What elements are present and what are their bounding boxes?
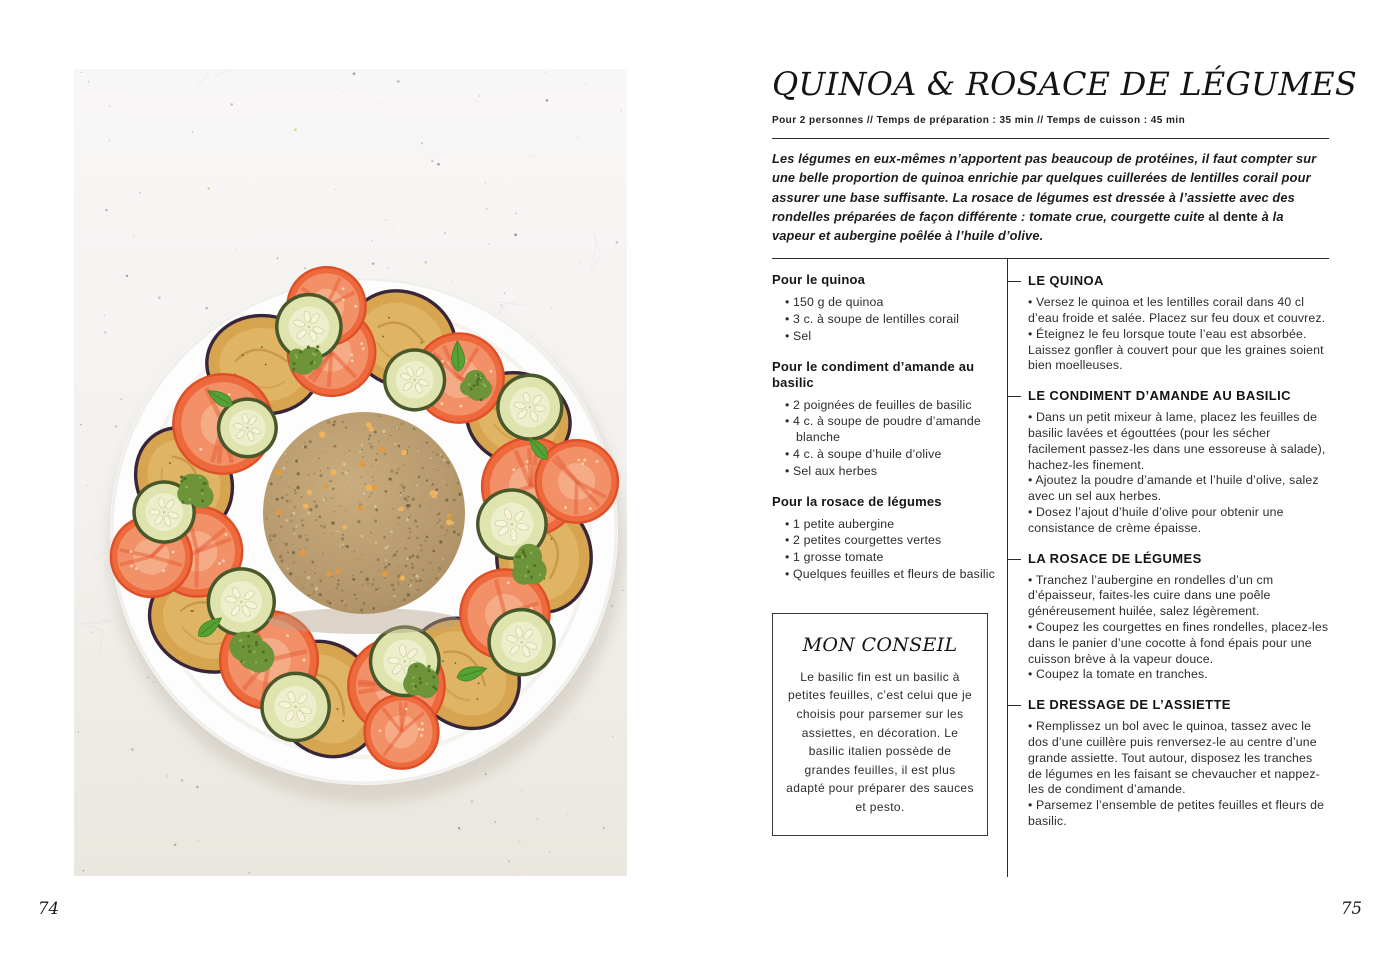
step-section — [1028, 273, 1329, 374]
ingredient-group-heading: Pour le condiment d’amande au basilic — [772, 358, 975, 390]
ingredient-group — [772, 494, 1007, 583]
ingredient-item: • 2 petites courgettes vertes — [796, 533, 1007, 549]
step-instruction: • Versez le quinoa et les lentilles corail dans 40 cl d’eau froide et salée. Placez sur feu doux et couvrez. — [1028, 295, 1329, 327]
advice-box — [772, 613, 988, 836]
page-number-left: 74 — [38, 899, 59, 918]
step-heading: LE QUINOA — [1028, 273, 1329, 289]
recipe-intro — [772, 149, 1329, 245]
step-instruction: • Tranchez l’aubergine en rondelles d’un cm d’épaisseur, faites-les cuire dans une poêle généreusement huilée, salez légèrement. — [1028, 573, 1329, 620]
step-instruction: • Dosez l’ajout d’huile d’olive pour obtenir une consistance de crème épaisse. — [1028, 505, 1329, 537]
ingredients-column — [772, 259, 1008, 877]
step-instruction: • Coupez la tomate en tranches. — [1028, 667, 1329, 683]
recipe-photo-svg — [74, 69, 627, 876]
step-instruction: • Parsemez l’ensemble de petites feuilles et fleurs de basilic. — [1028, 798, 1329, 830]
ingredient-item: • Quelques feuilles et fleurs de basilic — [796, 567, 1007, 583]
ingredient-item: • Sel — [796, 329, 1007, 345]
step-heading: LA ROSACE DE LÉGUMES — [1028, 551, 1329, 567]
advice-text: Le basilic fin est un basilic à petites feuilles, c’est celui que je choisis pour parsemer sur les assiettes, en décoration. Le basilic italien possède de grandes feuilles, il est plus adapté pour préparer des sauces et pesto. — [786, 669, 974, 814]
step-section — [1028, 697, 1329, 830]
ingredients-list — [772, 272, 1007, 583]
steps-column — [1008, 259, 1329, 877]
rule-top — [772, 138, 1329, 139]
intro-al-dente: al dente — [1208, 208, 1258, 224]
advice-title: MON CONSEIL — [802, 633, 958, 656]
ingredient-item: • 4 c. à soupe de poudre d’amande blanche — [796, 414, 1007, 446]
ingredient-group — [772, 359, 1007, 480]
recipe-page — [772, 64, 1357, 877]
step-instruction: • Coupez les courgettes en fines rondelles, placez-les dans le panier d’une cocotte à fond épais pour une cuisson brève à la vapeur douce. — [1028, 620, 1329, 667]
recipe-columns — [772, 258, 1329, 877]
intro-text-before: Les légumes en eux-mêmes n’apportent pas beaucoup de protéines, il faut compter sur une belle proportion de quinoa enrichie par quelques cuillerées de lentilles corail pour assurer une base suffisante. La rosace de légumes est dressée à l’assiette avec des rondelles préparées de façon différente : tomate crue, courgette cuite — [772, 151, 1317, 224]
recipe-meta: Pour 2 personnes // Temps de préparation : 35 min // Temps de cuisson : 45 min — [772, 115, 1186, 126]
recipe-title: QUINOA & ROSACE DE LÉGUMES — [772, 65, 1357, 103]
ingredient-item: • 1 petite aubergine — [796, 517, 1007, 533]
ingredient-item: • 4 c. à soupe d’huile d’olive — [796, 447, 1007, 463]
ingredient-group-heading: Pour le quinoa — [772, 272, 866, 288]
step-instruction: • Éteignez le feu lorsque toute l’eau est absorbée. Laissez gonfler à couvert pour que les graines soient bien moelleuses. — [1028, 327, 1329, 374]
step-section — [1028, 388, 1329, 536]
ingredient-item: • 150 g de quinoa — [796, 295, 1007, 311]
step-heading: LE CONDIMENT D’AMANDE AU BASILIC — [1028, 388, 1329, 404]
ingredient-list — [772, 398, 1007, 480]
step-instruction: • Remplissez un bol avec le quinoa, tassez avec le dos d’une cuillère puis renversez-le au centre d’une grande assiette. Tout autour, disposez les tranches de légumes en les faisant se chevaucher et nappez-les de condiment d’amande. — [1028, 719, 1329, 798]
recipe-photo — [74, 69, 627, 876]
ingredient-item: • 3 c. à soupe de lentilles corail — [796, 312, 1007, 328]
page-number-right: 75 — [1341, 899, 1362, 918]
ingredient-list — [772, 295, 1007, 344]
step-instruction: • Ajoutez la poudre d’amande et l’huile d’olive, salez avec un sel aux herbes. — [1028, 473, 1329, 505]
ingredient-group — [772, 272, 1007, 344]
step-heading: LE DRESSAGE DE L’ASSIETTE — [1028, 697, 1329, 713]
ingredient-list — [772, 517, 1007, 583]
step-instruction: • Dans un petit mixeur à lame, placez les feuilles de basilic lavées et égouttées (pour les sécher facilement passez-les dans une essoreuse à salade), hachez-les finement. — [1028, 410, 1329, 473]
intro-text-after: à la vapeur et aubergine poêlée à l’huile d’olive. — [772, 208, 1284, 244]
ingredient-group-heading: Pour la rosace de légumes — [772, 493, 942, 509]
step-section — [1028, 551, 1329, 684]
ingredient-item: • 2 poignées de feuilles de basilic — [796, 398, 1007, 414]
ingredient-item: • 1 grosse tomate — [796, 550, 1007, 566]
ingredient-item: • Sel aux herbes — [796, 464, 1007, 480]
